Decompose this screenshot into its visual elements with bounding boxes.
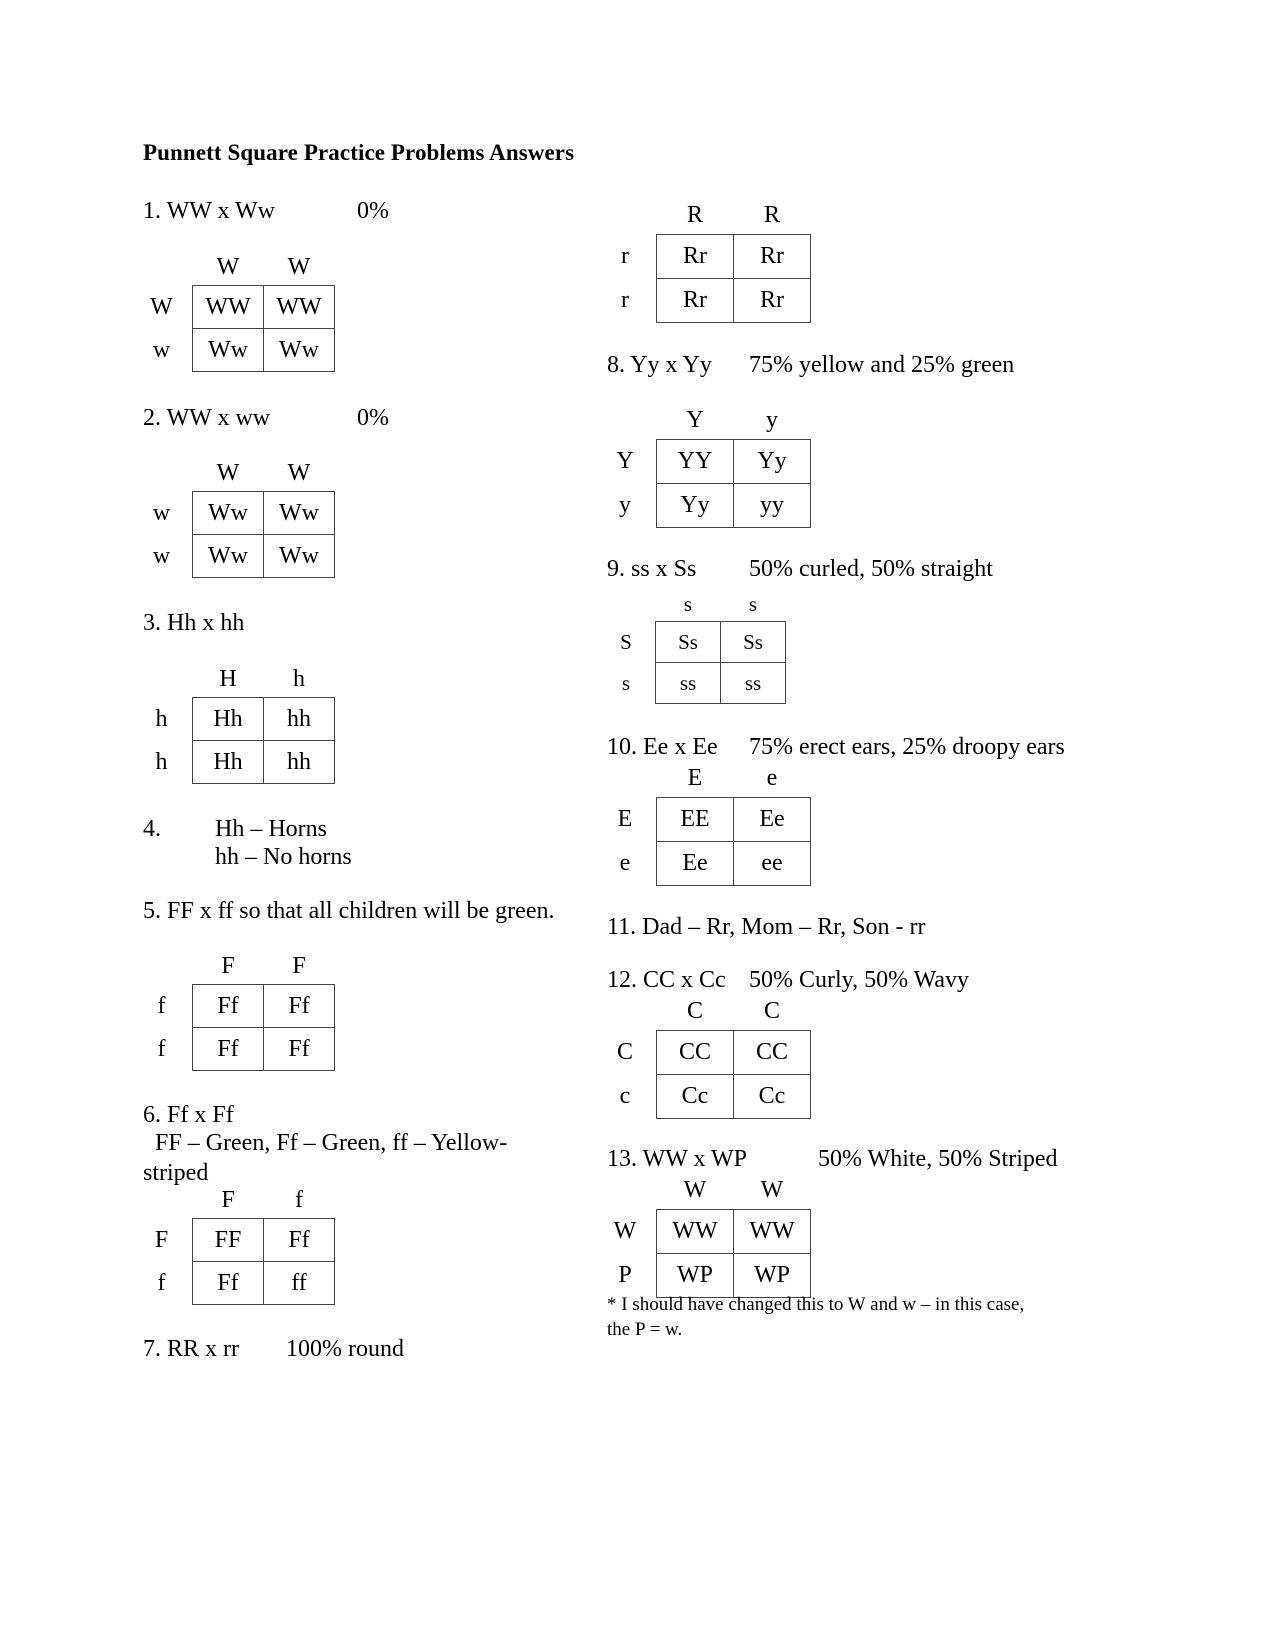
punnett-col-header: W	[683, 1177, 707, 1203]
punnett-cell: Ww	[264, 492, 335, 535]
punnett-row-header: C	[616, 1039, 633, 1065]
problem-7-heading: 7. RR x rr	[143, 1336, 239, 1362]
punnett-corner	[603, 1175, 657, 1210]
problem-12-answer: 50% Curly, 50% Wavy	[749, 967, 970, 993]
punnett-square-7	[603, 200, 811, 323]
punnett-square-9	[606, 590, 786, 704]
problem-9-heading: 9. ss x Ss	[607, 556, 697, 582]
punnett-corner	[603, 996, 657, 1031]
punnett-cell: Cc	[657, 1075, 734, 1119]
punnett-cell: ff	[264, 1262, 335, 1305]
punnett-square-2	[140, 458, 335, 578]
punnett-row-header: f	[157, 1269, 166, 1296]
punnett-square-1	[140, 252, 335, 372]
punnett-cell: yy	[734, 484, 811, 528]
punnett-row-header: h	[155, 705, 168, 732]
punnett-col-header: s	[748, 591, 758, 616]
punnett-cell: WP	[657, 1254, 734, 1298]
punnett-corner	[140, 951, 193, 985]
punnett-col-header: h	[293, 665, 305, 692]
problem-4-number: 4.	[143, 816, 161, 842]
punnett-cell: Ff	[264, 985, 335, 1028]
punnett-row-header: h	[155, 748, 168, 775]
problem-1-answer: 0%	[357, 198, 389, 224]
punnett-col-header: C	[763, 998, 780, 1024]
problem-9-answer: 50% curled, 50% straight	[749, 556, 993, 582]
punnett-col-header: W	[216, 459, 240, 486]
punnett-row-header: W	[613, 1218, 637, 1244]
punnett-col-header: Y	[686, 407, 704, 433]
punnett-cell: Rr	[734, 279, 811, 323]
problem-7-answer: 100% round	[286, 1336, 404, 1362]
punnett-cell: Ww	[193, 535, 264, 578]
problem-4-line-2: hh – No horns	[215, 844, 352, 870]
punnett-cell: Ff	[193, 1262, 264, 1305]
footnote-line-1: * I should have changed this to W and w – in this case,	[607, 1294, 1025, 1315]
punnett-cell: Rr	[657, 279, 734, 323]
punnett-cell: hh	[264, 741, 335, 784]
problem-13-answer: 50% White, 50% Striped	[818, 1146, 1058, 1172]
punnett-corner	[603, 763, 657, 798]
problem-11-heading: 11. Dad – Rr, Mom – Rr, Son - rr	[607, 914, 926, 940]
punnett-col-header: W	[287, 459, 311, 486]
problem-10-answer: 75% erect ears, 25% droopy ears	[749, 734, 1065, 760]
punnett-corner	[140, 252, 193, 286]
punnett-col-header: W	[760, 1177, 784, 1203]
punnett-row-header: W	[150, 293, 173, 320]
punnett-col-header: F	[292, 952, 306, 979]
punnett-cell: ee	[734, 842, 811, 886]
punnett-row-header: s	[621, 670, 631, 695]
punnett-row-header: e	[619, 850, 631, 876]
punnett-cell: ss	[721, 663, 786, 704]
problem-3-heading: 3. Hh x hh	[143, 610, 245, 636]
punnett-row-header: w	[152, 336, 171, 363]
punnett-row-header: f	[157, 992, 166, 1019]
punnett-cell: CC	[734, 1031, 811, 1075]
punnett-col-header: H	[219, 665, 237, 692]
punnett-col-header: C	[686, 998, 703, 1024]
problem-6-note: FF – Green, Ff – Green, ff – Yellow-striped	[143, 1130, 508, 1186]
punnett-corner	[140, 664, 193, 698]
punnett-row-header: r	[621, 243, 629, 269]
punnett-cell: YY	[657, 440, 734, 484]
punnett-corner	[606, 590, 656, 622]
punnett-cell: Cc	[734, 1075, 811, 1119]
punnett-square-3	[140, 664, 335, 784]
problem-8-heading: 8. Yy x Yy	[607, 352, 712, 378]
punnett-row-header: w	[152, 499, 171, 526]
punnett-cell: Ww	[264, 535, 335, 578]
problem-8-answer: 75% yellow and 25% green	[749, 352, 1015, 378]
punnett-cell: WW	[264, 286, 335, 329]
punnett-col-header: e	[766, 765, 778, 791]
punnett-cell: Ss	[721, 622, 786, 663]
punnett-col-header: W	[216, 253, 240, 280]
punnett-cell: EE	[657, 798, 734, 842]
punnett-cell: Ss	[656, 622, 721, 663]
punnett-cell: WW	[657, 1210, 734, 1254]
punnett-row-header: y	[619, 492, 631, 518]
punnett-cell: Ff	[193, 985, 264, 1028]
footnote-line-2: the P = w.	[607, 1319, 683, 1340]
punnett-row-header: r	[621, 287, 629, 313]
punnett-row-header: S	[620, 629, 632, 654]
punnett-cell: Ee	[734, 798, 811, 842]
punnett-cell: Hh	[193, 741, 264, 784]
punnett-square-6	[140, 1185, 335, 1305]
page-title: Punnett Square Practice Problems Answers	[143, 140, 575, 165]
punnett-row-header: f	[157, 1035, 166, 1062]
punnett-cell: WP	[734, 1254, 811, 1298]
punnett-cell: Ee	[657, 842, 734, 886]
punnett-square-8	[603, 405, 811, 528]
problem-10-heading: 10. Ee x Ee	[607, 734, 718, 760]
punnett-row-header: w	[152, 542, 171, 569]
problem-2-heading: 2. WW x ww	[143, 405, 271, 431]
problem-6-heading: 6. Ff x Ff	[143, 1102, 234, 1128]
punnett-cell: Ww	[264, 329, 335, 372]
punnett-row-header: P	[618, 1262, 632, 1288]
punnett-square-12	[603, 996, 811, 1119]
punnett-corner	[140, 458, 193, 492]
punnett-col-header: R	[686, 202, 703, 228]
problem-12-heading: 12. CC x Cc	[607, 967, 726, 993]
punnett-col-header: F	[221, 1186, 235, 1213]
punnett-row-header: Y	[616, 448, 634, 474]
punnett-col-header: s	[683, 591, 693, 616]
punnett-cell: Ww	[193, 492, 264, 535]
punnett-cell: Yy	[734, 440, 811, 484]
punnett-cell: Rr	[657, 235, 734, 279]
punnett-cell: hh	[264, 698, 335, 741]
punnett-cell: Rr	[734, 235, 811, 279]
punnett-cell: FF	[193, 1219, 264, 1262]
punnett-col-header: W	[287, 253, 311, 280]
punnett-col-header: F	[221, 952, 235, 979]
punnett-col-header: y	[766, 407, 778, 433]
punnett-row-header: E	[617, 806, 633, 832]
punnett-corner	[603, 200, 657, 235]
punnett-cell: WW	[734, 1210, 811, 1254]
punnett-corner	[140, 1185, 193, 1219]
punnett-row-header: F	[154, 1226, 169, 1253]
punnett-cell: CC	[657, 1031, 734, 1075]
punnett-col-header: E	[687, 765, 703, 791]
punnett-square-5	[140, 951, 335, 1071]
punnett-cell: Hh	[193, 698, 264, 741]
punnett-corner	[603, 405, 657, 440]
punnett-cell: ss	[656, 663, 721, 704]
punnett-col-header: R	[763, 202, 780, 228]
punnett-row-header: c	[619, 1083, 631, 1109]
problem-2-answer: 0%	[357, 405, 389, 431]
punnett-cell: Yy	[657, 484, 734, 528]
punnett-square-13	[603, 1175, 811, 1298]
problem-4-line-1: Hh – Horns	[215, 816, 327, 842]
problem-5-heading: 5. FF x ff so that all children will be green.	[143, 898, 555, 924]
punnett-cell: Ff	[264, 1219, 335, 1262]
punnett-cell: Ww	[193, 329, 264, 372]
punnett-square-10	[603, 763, 811, 886]
punnett-col-header: f	[295, 1186, 303, 1213]
punnett-cell: Ff	[193, 1028, 264, 1071]
problem-13-heading: 13. WW x WP	[607, 1146, 748, 1172]
punnett-cell: Ff	[264, 1028, 335, 1071]
punnett-cell: WW	[193, 286, 264, 329]
problem-1-heading: 1. WW x Ww	[143, 198, 275, 224]
